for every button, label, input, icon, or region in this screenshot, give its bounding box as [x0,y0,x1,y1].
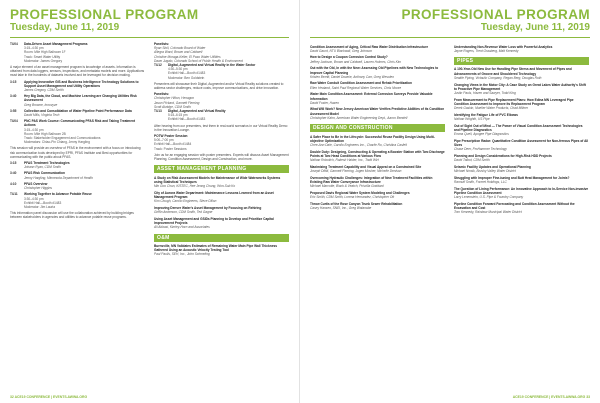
paper-entry [310,92,445,105]
talk-body [24,94,145,107]
session-detail: 5:15–6:15 pm [168,113,188,118]
session-title: Data-Driven Asset Management Programs [24,42,88,46]
talk-body [24,182,145,190]
session-body [24,119,145,144]
section-band: ASSET MANAGEMENT PLANNING [154,165,289,173]
paper-title: A Study on Risk Assessment Models for Maintenance of Wide Waterworks Systems using Statistical Techniques [154,175,281,184]
paper-title: A Safer Place to Be in the Lifecycle: Successful Reuse Facility Design Using Multi-objective Optimization [310,134,435,143]
paper-author: Jeffrey Jackson, Brown and Caldwell, Lauren Holmes, Chris Kim [310,59,402,64]
paper-title: How to Design a Coupon Corrosion Control Study? [310,55,388,60]
session-description: Presenters will showcase their Digital, Augmented and/or Virtual Reality solutions created to address sector challenges, reduce costs, improve communications, and drive innovation. [154,81,284,91]
session-body [168,109,289,122]
paper-entry [310,135,445,148]
paper-author: Min Goo Chun, KISTEC, Hee Jeong Chung, Won-Sub Ko [154,184,236,189]
paper-author: Kim Clough, Carollo Engineers, Steve Dillon [154,199,217,204]
page-title: PROFESSIONAL PROGRAM [401,7,590,22]
paper-title: Burnsville, MN Validates Estimates of Remaining Water Main Pipe Wall Thickness Gathered Using an Acoustic Velocity Testing Tool [154,244,278,253]
talk [10,109,145,117]
paper-author: Griffin Anderson, CDM Smith, Ted Gagne [154,210,213,215]
paper-entry [310,107,445,120]
talk-author: Jenny Hargling, Minnesota Department of Health [24,175,93,180]
session-description: This session will provide an overview of PFAS in the environment with a focus on introducing risk communication tools developed by EPRI, PFAS Institute and Best opportunities for communicating with the public about PFAS. [10,146,141,159]
session-detail: Track: Stakeholder Engagement and Communications [24,136,101,141]
talk-title: PFAS Risk Communication [24,171,65,176]
panelists-label: Panelists: [154,92,170,97]
paper-entry [310,150,445,163]
paper-title: Planning and Design Considerations for High-Risk HDD Projects [454,153,552,158]
section-band: DESIGN AND CONSTRUCTION [310,124,445,132]
paper-entry [310,202,445,210]
paper-author: Larry Lenenstein, U.S. Pipe & Foundry Company [454,194,524,199]
paper-title: Seismic Facility Updates and Operational Planning [454,164,531,169]
header-rule [310,37,590,38]
paper-title: Improving Denver Water's Asset Management by Focusing on Rehiring [154,206,262,210]
paper-title: Raw Water Conduit Condition Assessment and Rehab Prioritization [310,81,412,86]
talk [10,94,145,107]
paper-author: Nathan Wrighth, US Pipe [454,116,490,121]
session [10,119,145,144]
session-code: TU04 [10,119,18,124]
session-detail: 3:30–4:30 pm [24,196,44,201]
session-detail: Track: Smart Water Utility [24,54,61,59]
paper-title: Double Duty: Designing, Constructing & Operating a Booster Station with Two Discharge Points at Two Head Conditions at Various Flow [310,149,445,158]
paper-entry [454,165,589,173]
paper-entry [154,176,289,189]
paper-author: Derek Gaskin, Mueller Water Products, Chad Millner [454,106,528,111]
paper-title: Overcoming Hydraulic Challenges: Integration of New Treatment Facilities within Existing Raw Water Conveyance Infrastructure [310,175,433,184]
paper-entry [454,202,589,215]
poster-detail: 5:00–7:00 pm [154,138,174,143]
paper-author: Christopher Kahn, American Water Engineering Dept., Aaron Bendell [310,115,408,120]
talk-time: 3:55 [10,108,17,113]
session-title: Digital, Augmented and Virtual Reality [168,109,226,114]
talk-body [24,171,145,179]
paper-title: From Measurement to Pipe Replacement Plans: How Edina MN Leveraged Pipe Condition Assessment to Improve its Replacement Program [454,97,574,106]
right-column-1 [310,42,445,214]
session-detail: 4:30–5:30 pm [168,67,188,72]
talk-time: 3:40 [10,94,17,99]
talk-title: PFAS Treatment Technologies [24,161,70,166]
section-band: O&M [154,234,289,242]
paper-entry [454,83,589,96]
paper-author: Casey Hansen, SNEI, Inc., Greg Watanabe [310,205,372,210]
paper-author: David Gaunt, NTU Blackwall, Greg Johnson [310,48,373,53]
right-page [300,0,600,403]
session-body [24,192,145,209]
paper-title: Pipe Prescription Radar: Quantitative Condition Assessment for Non-ferrous Pipes of All Sizes [454,138,589,147]
panelists-label: Panelists: [154,42,170,46]
paper-entry [454,45,589,53]
paper-author: David Talbot, CDM Smith [454,158,490,163]
session-detail: Moderators: Chiao-Pin Chiang, Jenny Hargling [24,140,90,145]
panelist: Dawn Jugalo, Colorado School of Public Health & Environment [154,58,243,63]
paper-entry [454,67,589,80]
talk-title: Applying Innovative GIS and Business Intelligence Technology Solutions to Support Asset Management and Utility Operations [24,79,139,88]
paper-author: Chase Deer, ProHammer Technology [454,147,507,152]
panelist: Christine Moraga-Keller, El Paso Water Utilities [154,54,221,59]
session-body [168,63,289,80]
talk-body [24,109,145,117]
paper-title: Condition Assessment of Aging, Critical Raw Water Distribution Infrastructure [310,44,429,49]
paper-entry [454,187,589,200]
page-date: Tuesday, June 11, 2019 [10,22,120,33]
session-description: A major element of an asset management program is knowledge of assets. Information is obtained from data loggers, sensors, inspections, and metadata models and more. Applications must take in the hundreds of datasets involved and be leveraged for decision making. [10,65,145,78]
paper-title: Identifying the Fatigue Life of PVC Elbows [454,112,518,117]
session-detail: Room: Mile High Ballroom 2B [24,131,66,136]
talk [10,80,145,93]
left-column-2 [154,42,289,257]
paper-entry [310,55,445,63]
paper-entry [454,176,589,184]
session-detail: Room: Mile High Ballroom 1F [24,50,66,55]
paper-title: Out of Sight Out of Mind — The Power of Visual Condition Assessment Technologies and Pipeline Diagnostics [454,123,583,132]
paper-author: Tom Kennedy, Rainbow Municipal Water District [454,210,522,215]
paper-author: Emma Quell, Apogee Pipe Diagnostics [454,132,509,137]
page-footer [310,395,590,399]
paper-author: Michael Marcotte, Black & Veatch, Priscilla Goddard [310,184,384,189]
session-detail: Moderator: Ben Goldstein [168,75,205,80]
talk-author: David Mills, Virginia Tech [24,113,60,118]
paper-title: Maximizing Treatment Capability and Visual Appeal on a Constrained Site [310,164,422,169]
session-code: TU11 [10,192,18,197]
session-code: TU13 [154,109,162,114]
paper-title: Struggling with Improper Fine-tuning and Butt Heat Management for Joints? [454,175,570,180]
paper-entry [310,81,445,89]
paper-entry [310,191,445,199]
footer-text: ACE19 CONFERENCE | EVENTS.AWWA.ORG 33 [512,395,590,399]
session-detail: Moderator: Jim Lauria [24,204,56,209]
panelist: Christopher Hilton, Hexagon [154,96,195,101]
paper-entry [310,45,445,53]
session-description: After hearing from our presenters, test them in real-world scenarios in our Virtual Reality Demo in the Innovation Lounge. [154,123,288,132]
paper-title: A 100-Year-Old New Use for Handling Pipe Stress and Movement of Pipes and Advancements of Groove and Shouldered Technology [454,67,572,76]
session [10,192,145,209]
paper-author: Ali Abbasi, Kimley-Horn and Associates [154,225,210,230]
paper-entry [454,154,589,162]
paper-author: Paul Paulis, SEH, Inc., John Schmeling [154,252,210,257]
paper-title: Throw Curtis of the Rose Canyon Trunk Sewer Rehabilitation [310,201,403,206]
paper-title: Out with the Old, In with the New: Assessing Old Pipelines with New Technologies to Improve Capital Planning [310,66,439,75]
paper-author: Justin Pauls, Hazen and Sawyer, Todd King [454,90,516,95]
paper-title: Pipeline Condition Forward Forecasting and Condition Assessment Without the Excavation and Cost [454,201,575,210]
paper-title: Water Main Condition Assessment: External Corrosion Surveys Provide Valuable Information [310,92,433,101]
session-code: TU04 [10,42,18,46]
talk-body [24,161,145,169]
session-title: Digital, Augmented and Virtual Reality in the Water Sector [168,63,256,68]
header-rule [10,37,289,38]
talk-title: PFAS Overview [24,181,48,186]
paper-entry [154,206,289,214]
talk [10,161,145,169]
poster-session [154,134,289,151]
paper-title: Understanding Non-Revenue Water Loss with Powerful Analytics [454,44,553,49]
paper-author: Joseph Dittiti, Gannett Fleming, Jogen Mosher, Michelle Denison [310,168,402,173]
session-detail: 3:15–4:30 pm [24,46,44,51]
paper-entry [154,217,289,230]
talk [10,171,145,179]
talk-time: 3:15 [10,161,17,166]
paper-title: Using Asset Management and GSIDs Planning to Develop and Prioritize Capital Improvement Projects [154,216,274,226]
paper-author: Eric Smith, CDM Smith, Lorena Hernandez, Christopher Ott [310,194,395,199]
page-title: PROFESSIONAL PROGRAM [10,7,199,22]
panelist: Jason Pickard, Gannett Fleming [154,100,200,105]
paper-title: Changing Views in the Motor City: A Case Study on Great Lakes Water Authority's Shift to Proactive Pipe Management [454,82,586,91]
session [154,109,289,122]
paper-author: Michael Nmsik, Brushy Valley Water District [454,168,516,173]
session-title: PNC PAS Work Course: Communicating PFAS Risk and Taking Treatment Actions [24,119,136,128]
paper-author: Kristen Berritt, Daniel Downie, Anthony Carr, Greg Wesolen [310,74,394,79]
session-title: Working Together to Advance Potable Reuse [24,192,92,197]
talk-time: 4:10 [10,181,17,186]
columns [310,42,590,214]
session [154,63,289,80]
paper-entry [454,98,589,111]
session-detail: Exhibit Hall—Booth #1483 [24,200,62,205]
left-column-1 [10,42,145,257]
paper-title: Proposed Davis Regional Water System Modeling and Challenges [310,190,410,195]
paper-author: Seattle Piping, Victaulic Company, Regan Berg, Douglas Roth [454,75,542,80]
session-detail: Exhibit Hall—Booth #1483 [168,117,206,122]
session-description: Join us for an engaging session with poster presenters. Experts will discuss Asset Management Planning, Condition Assessment, Design and Construction, and more. [154,152,289,162]
session-detail: Moderator: James Gregory [24,58,63,63]
paper-entry [454,113,589,121]
page-footer [10,395,289,399]
paper-entry [310,165,445,173]
session-description: This information panel discussion will use the collaboration achieved by building bridges between stakeholders in agencies and utilities to advance potable reuse programs. [10,211,134,220]
page-date: Tuesday, June 11, 2019 [480,22,590,33]
talk-time: 3:15 [10,79,17,84]
paper-title: The Question of Lining Performance: An Innovative Approach to In-Service Non-invasive Pipeline Condition Assessment [454,186,589,195]
paper-author: Nathan Robotich, Rakesh Halder, Inc., Todd Wirt [310,158,379,163]
session [10,42,145,63]
panelist: Allegra Ward, Brown and Caldwell [154,50,203,55]
session-body [24,42,145,63]
paper-author: Chee-Ann Dale, Carollo Engineers Inc., Charlie Ro, Christina Casfelt [310,142,407,147]
talk-author: James Gregory, CDM Smith [24,88,64,93]
paper-author: Rannulf Smith, Formet Holdings, LLC [454,179,507,184]
talk [10,182,145,190]
panelist: Ryan Stoll, Colorado Board of Water [154,46,206,51]
poster-title: POTW Poster Session [154,134,188,139]
talk-title: Collection and Consolidation of Water Pipeline Point Performance Data [24,108,132,113]
talk-title: Hey Big Data, the Cloud, and Machine Learning are Changing Utilities Risk Assessment [24,94,137,103]
talk-author: Johann Ryan, CDM Smith [24,165,61,170]
talk-author: Christopher Higgins [24,186,52,191]
poster-detail: Exhibit Hall—Booth #1484 [154,142,192,147]
paper-author: Ellen Heaiand, Saint Paul Regional Water Services, Chris Moore [310,85,402,90]
session-detail: 3:15–4:30 pm [24,127,44,132]
paper-entry [454,139,589,152]
talk-author: Greg Browne, Innovyze [24,102,58,107]
footer-text: 32 ACE19 CONFERENCE | EVENTS.AWWA.ORG [10,395,88,399]
paper-author: David Foster, Hazen [310,100,339,105]
paper-title: What Will Work? New Jersey American Water Verifies Predictive Abilities of its Condition Assessment Model [310,107,445,116]
panelist: Scott Akridge, CDM Smith [154,104,191,109]
section-band: PIPES [454,57,589,65]
paper-entry [454,124,589,137]
paper-title: City of Aurora Water Department: Maintenance Lessons Learned from an Asset Management Program [154,190,274,200]
columns [10,42,289,257]
paper-entry [310,66,445,79]
talk-time: 3:40 [10,171,17,176]
session-detail: Exhibit Hall—Booth #1483 [168,71,206,76]
right-column-2 [454,42,589,214]
paper-entry [154,191,289,204]
paper-entry [154,244,289,257]
talk-body [24,80,145,93]
paper-entry [310,176,445,189]
poster-detail: Track: Poster Sessions [154,146,187,151]
paper-author: Jayne Rogers, Trent Grauberg, Matt Kennedy [454,48,519,53]
session-code: TU12 [154,63,162,68]
